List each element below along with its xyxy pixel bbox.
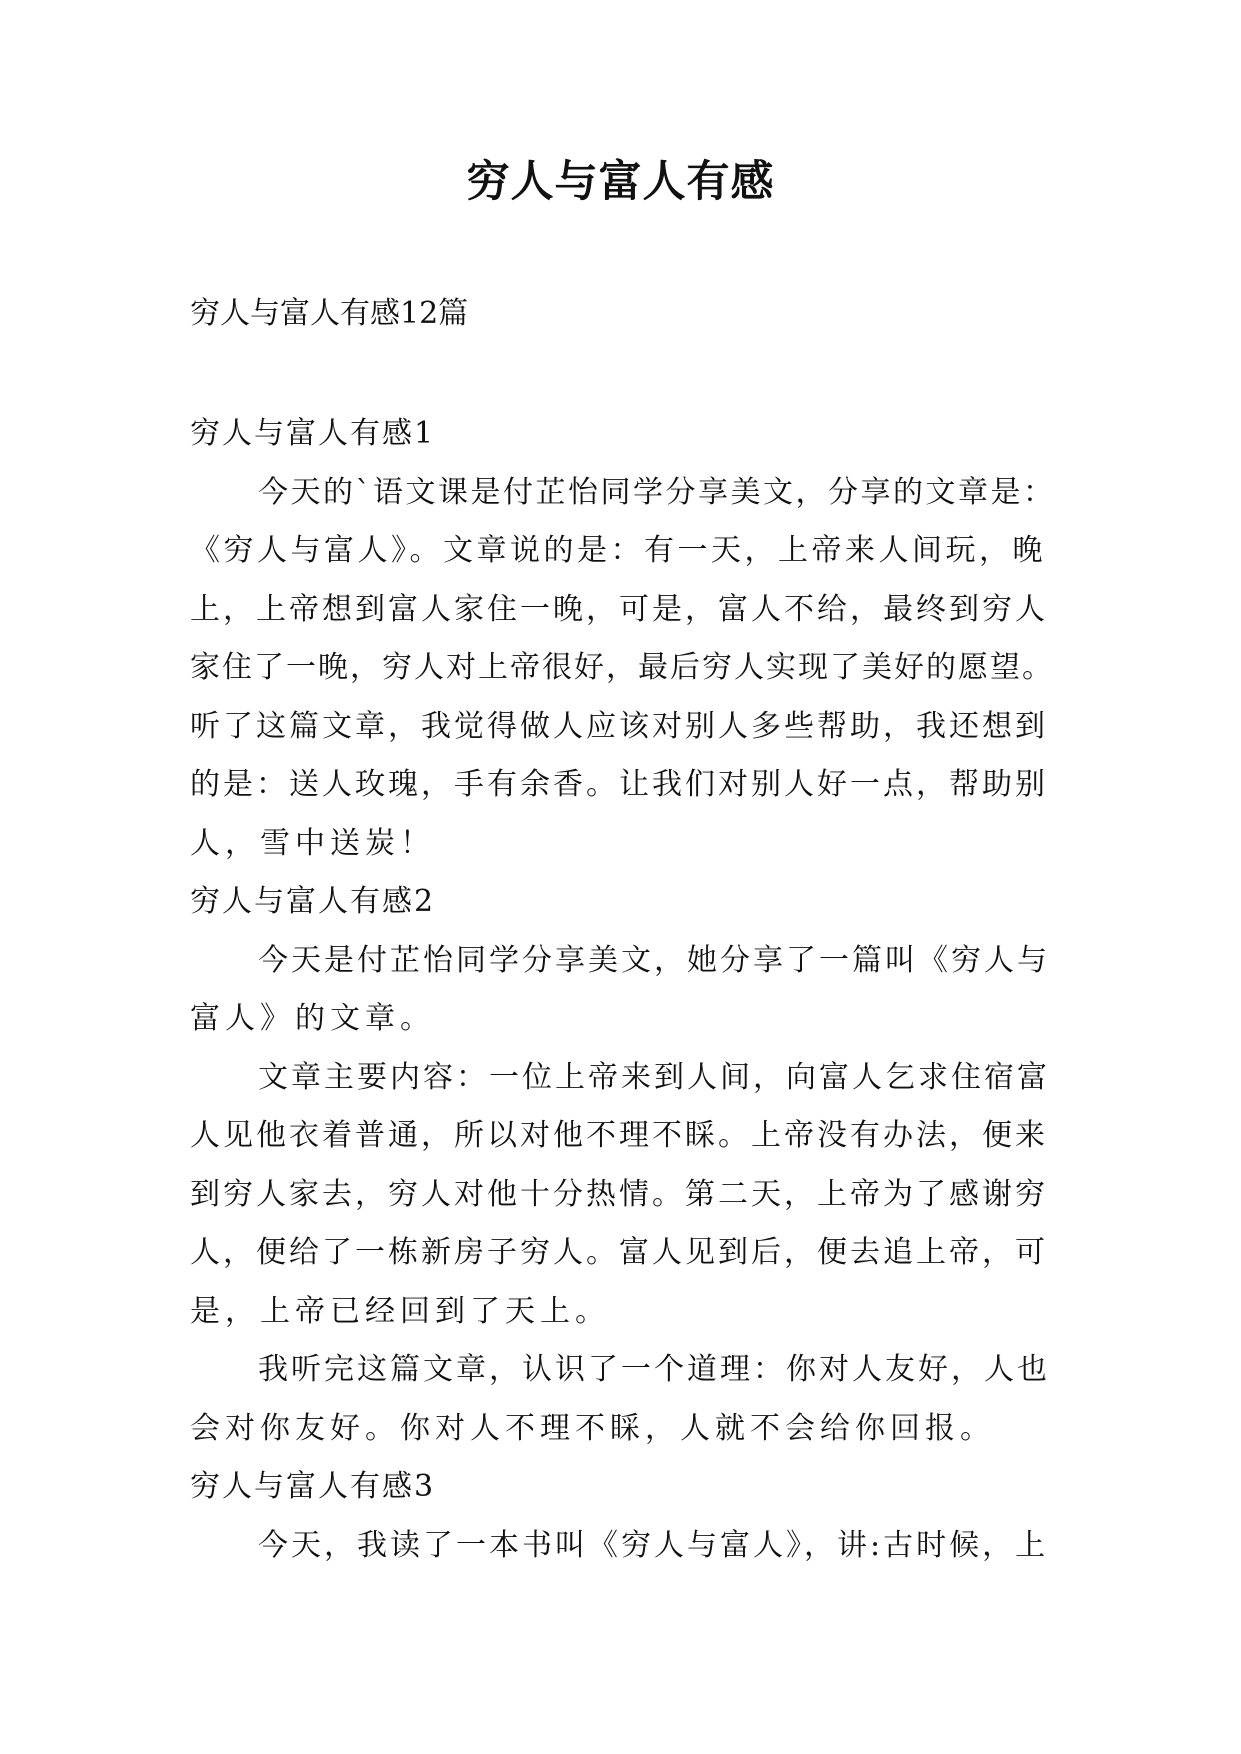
section-heading: 穷人与富人有感3 <box>190 1469 436 1504</box>
paragraph-line: 今天是付芷怡同学分享美文，她分享了一篇叫《穷人与 <box>258 942 1050 978</box>
text-block <box>190 405 1058 1575</box>
section-heading: 穷人与富人有感2 <box>190 884 436 919</box>
paragraph-line: 我听完这篇文章，认识了一个道理：你对人友好，人也 <box>258 1352 1050 1387</box>
paragraph-line: 是，上帝已经回到了天上。 <box>190 1293 610 1329</box>
paragraph-line: 《穷人与富人》。文章说的是：有一天，上帝来人间玩，晚 <box>190 533 1046 568</box>
paragraph-line: 到穷人家去，穷人对他十分热情。第二天，上帝为了感谢穷 <box>190 1176 1048 1212</box>
section-heading: 穷人与富人有感1 <box>190 416 436 451</box>
paragraph-line: 家住了一晚，穷人对上帝很好，最后穷人实现了美好的愿望。 <box>190 650 1054 685</box>
document-subtitle: 穷人与富人有感12篇 <box>190 296 469 331</box>
paragraph-line: 今天的`语文课是付芷怡同学分享美文，分享的文章是： <box>258 474 1056 510</box>
paragraph-line: 人，便给了一栋新房子穷人。富人见到后，便去追上帝，可 <box>190 1235 1048 1270</box>
document-title: 穷人与富人有感 <box>466 157 775 207</box>
paragraph-line: 人见他衣着普通，所以对他不理不睬。上帝没有办法，便来 <box>190 1118 1048 1153</box>
paragraph-line: 会对你友好。你对人不理不睬，人就不会给你回报。 <box>190 1410 995 1446</box>
paragraph-line: 人，雪中送炭！ <box>190 825 435 861</box>
paragraph-line: 富人》的文章。 <box>190 1001 435 1036</box>
paragraph-line: 上，上帝想到富人家住一晚，可是，富人不给，最终到穷人 <box>190 591 1048 627</box>
paragraph-line: 今天，我读了一本书叫《穷人与富人》，讲:古时候，上 <box>258 1527 1049 1563</box>
paragraph-line: 文章主要内容：一位上帝来到人间，向富人乞求住宿富 <box>258 1059 1050 1095</box>
paragraph-line: 听了这篇文章，我觉得做人应该对别人多些帮助，我还想到 <box>190 708 1048 744</box>
paragraph-line: 的是：送人玫瑰，手有余香。让我们对别人好一点，帮助别 <box>190 767 1048 802</box>
